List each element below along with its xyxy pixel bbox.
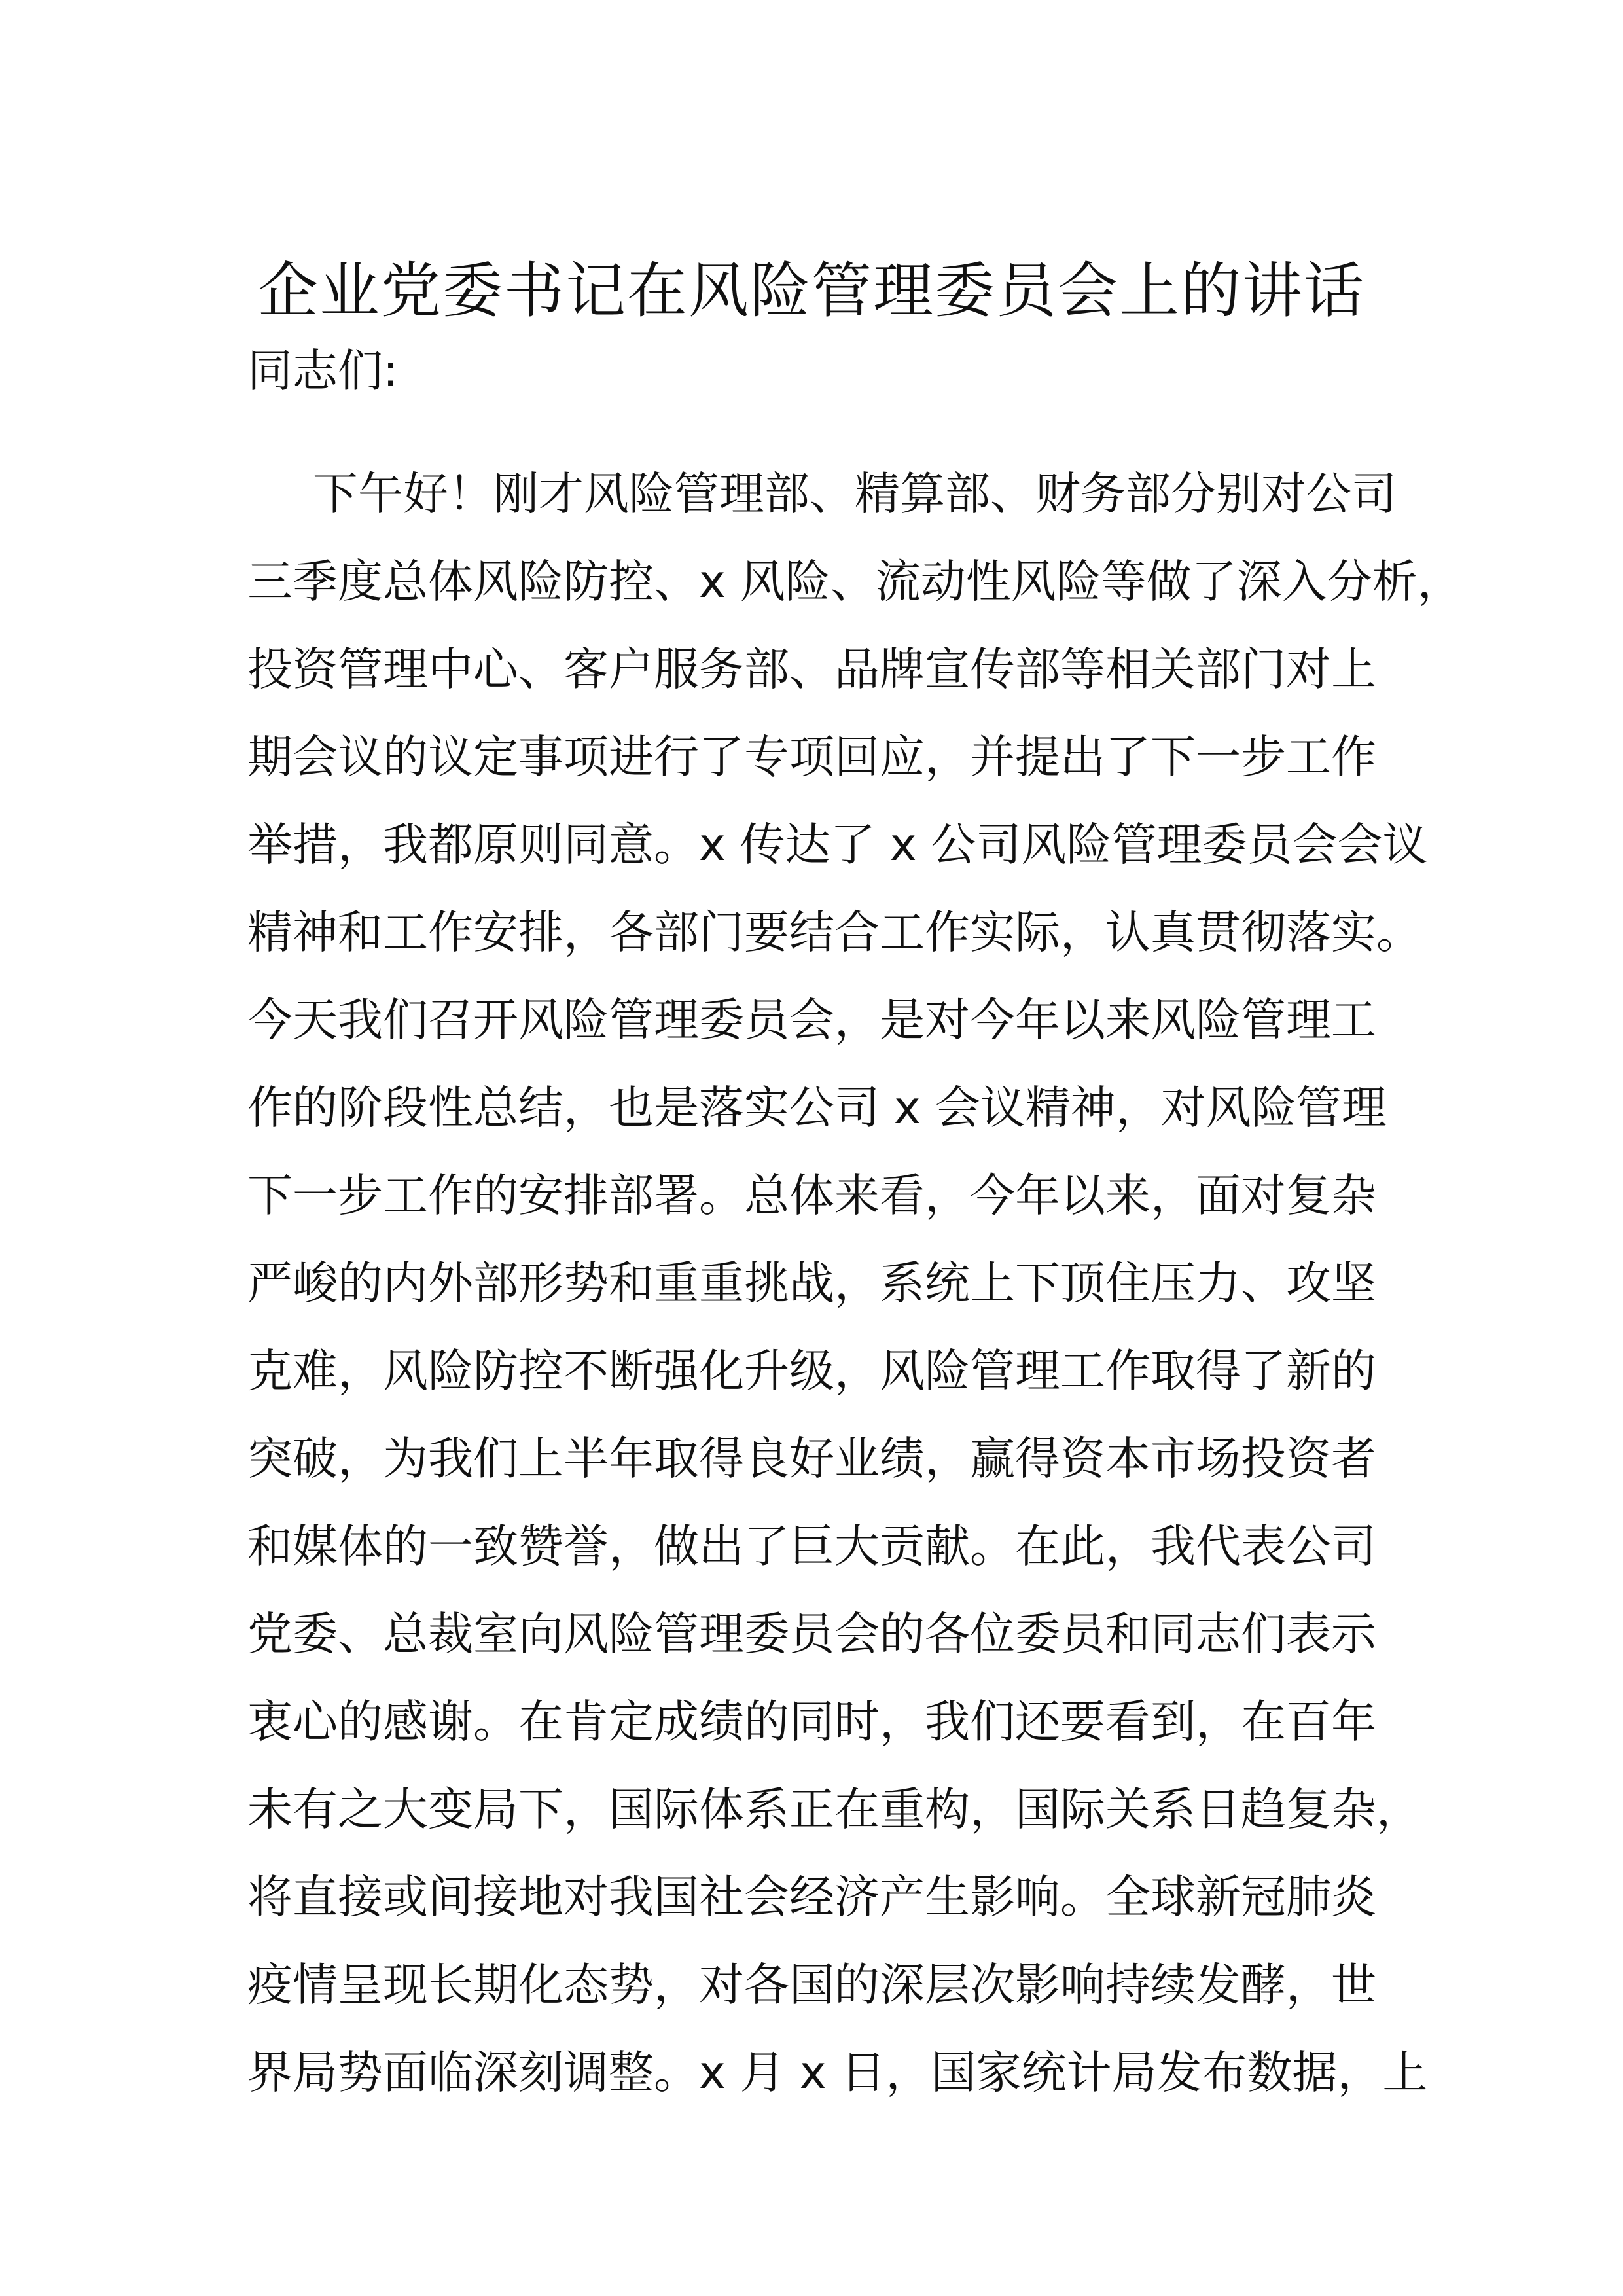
body-line: 精神和工作安排，各部门要结合工作实际，认真贯彻落实。 — [247, 906, 1421, 959]
body-line: 疫情呈现长期化态势，对各国的深层次影响持续发酵，世 — [247, 1959, 1376, 2011]
body-line: 三季度总体风险防控、x 风险、流动性风险等做了深入分析， — [247, 556, 1463, 608]
body-line: 突破，为我们上半年取得良好业绩，赢得资本市场投资者 — [247, 1433, 1376, 1485]
body-line: 界局势面临深刻调整。x 月 x 日，国家统计局发布数据，上 — [247, 2047, 1428, 2099]
body-line: 举措，我都原则同意。x 传达了 x 公司风险管理委员会会议 — [247, 819, 1428, 871]
body-text — [247, 450, 1463, 2117]
body-line: 克难，风险防控不断强化升级，风险管理工作取得了新的 — [247, 1345, 1376, 1397]
body-line: 期会议的议定事项进行了专项回应，并提出了下一步工作 — [247, 731, 1376, 783]
body-line: 今天我们召开风险管理委员会，是对今年以来风险管理工 — [247, 994, 1376, 1047]
body-line: 党委、总裁室向风险管理委员会的各位委员和同志们表示 — [247, 1608, 1376, 1660]
body-line: 投资管理中心、客户服务部、品牌宣传部等相关部门对上 — [247, 643, 1376, 696]
body-line: 作的阶段性总结，也是落实公司 x 会议精神，对风险管理 — [247, 1082, 1387, 1134]
salutation: 同志们: — [247, 345, 399, 397]
body-line: 严峻的内外部形势和重重挑战，系统上下顶住压力、攻坚 — [247, 1257, 1376, 1310]
body-line: 和媒体的一致赞誉，做出了巨大贡献。在此，我代表公司 — [247, 1520, 1376, 1573]
body-line: 下午好！刚才风险管理部、精算部、财务部分别对公司 — [313, 468, 1397, 520]
body-line: 将直接或间接地对我国社会经济产生影响。全球新冠肺炎 — [247, 1871, 1376, 1924]
body-line: 下一步工作的安排部署。总体来看，今年以来，面对复杂 — [247, 1170, 1376, 1222]
body-line: 衷心的感谢。在肯定成绩的同时，我们还要看到，在百年 — [247, 1696, 1376, 1748]
body-line: 未有之大变局下，国际体系正在重构，国际关系日趋复杂， — [247, 1784, 1421, 1836]
document-title: 企业党委书记在风险管理委员会上的讲话 — [257, 256, 1365, 326]
